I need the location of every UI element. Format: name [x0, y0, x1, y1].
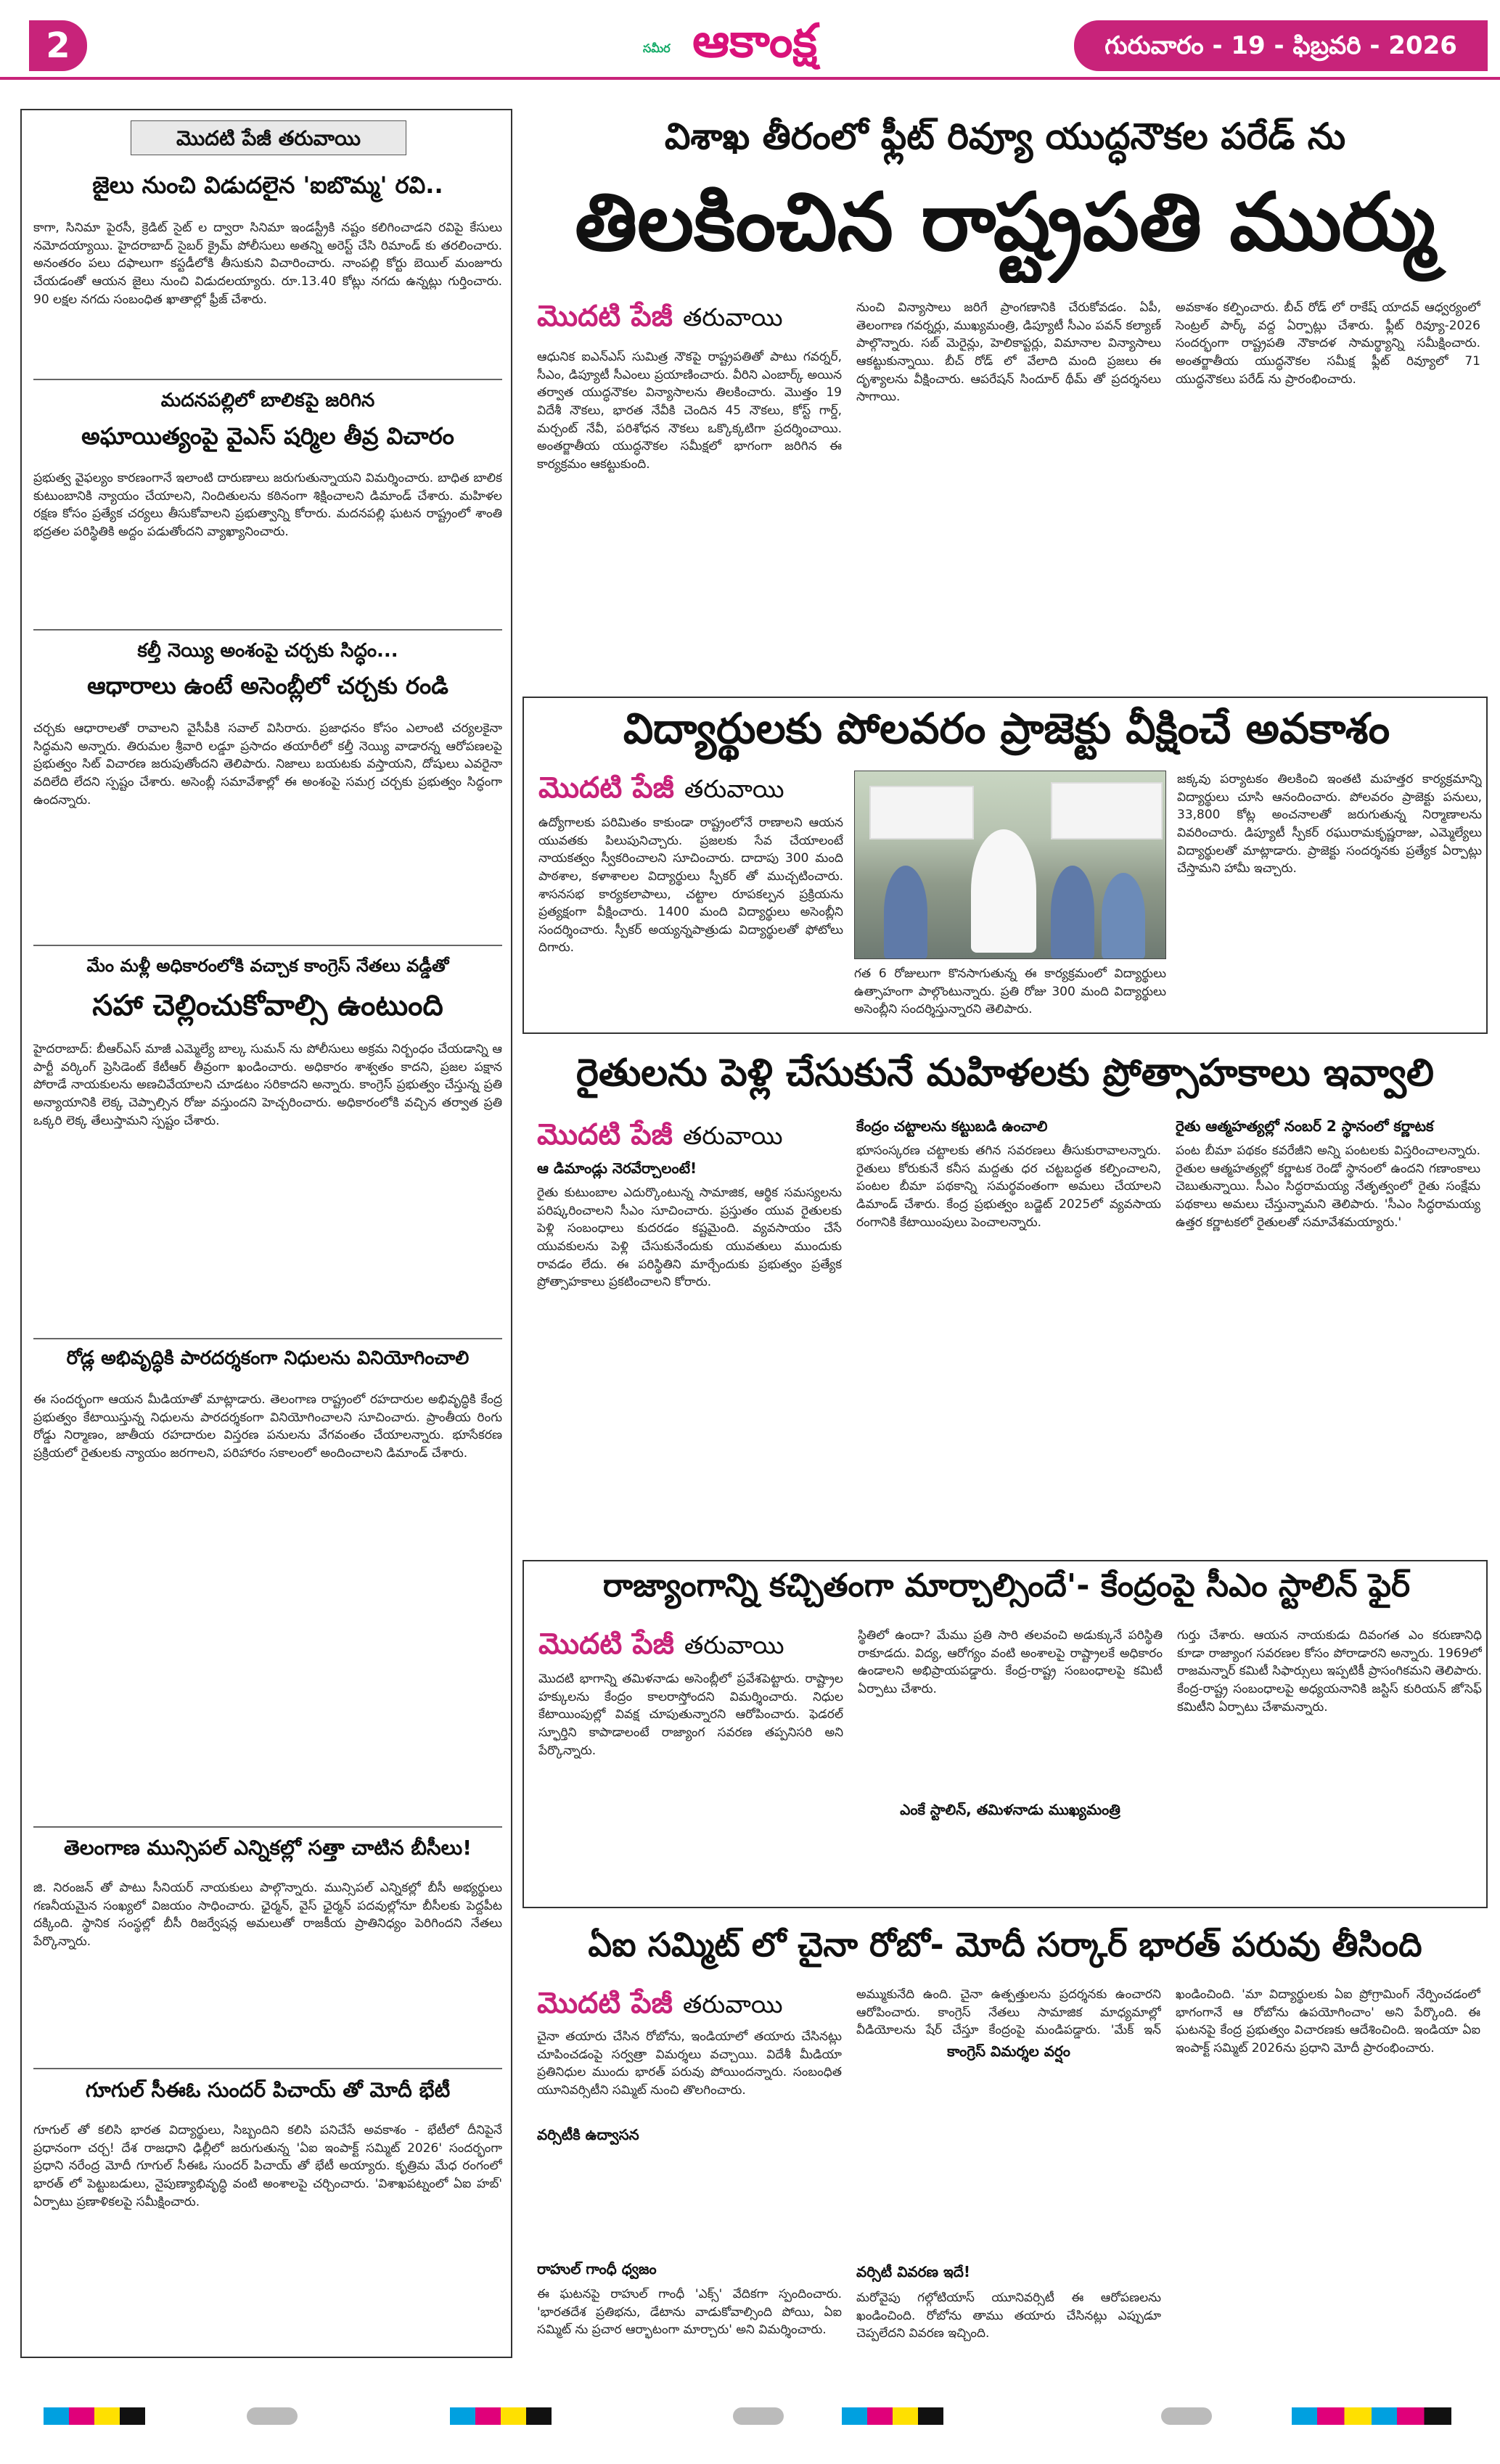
registration-pill: [733, 2407, 784, 2425]
tag-rest: తరువాయి: [682, 303, 783, 332]
news-photo: [854, 771, 1166, 959]
dateline: గురువారం - 19 - ఫిబ్రవరి - 2026: [1074, 20, 1488, 71]
page-number: 2: [29, 20, 87, 71]
tag-main: మొదటి పేజీ: [537, 1117, 673, 1151]
registration-pill: [247, 2407, 298, 2425]
story-subhead: వర్సిటీకి ఉద్వాసన: [537, 2126, 639, 2143]
stalin-story: [522, 1560, 1488, 1908]
story-headline: విద్యార్థులకు పోలవరం ప్రాజెక్టు వీక్షించే అవకాశం: [623, 704, 1390, 753]
story-subhead: వర్సిటీ వివరణ ఇదే!: [856, 2263, 971, 2280]
quote-signature: ఎంకే స్టాలిన్, తమిళనాడు ముఖ్యమంత్రి: [900, 1801, 1120, 1818]
story-kicker: మదనపల్లిలో బాలికపై జరిగిన: [160, 390, 375, 411]
story-headline: ఆధారాలు ఉంటే అసెంబ్లీలో చర్చకు రండి: [87, 672, 448, 699]
page-header: [0, 0, 1500, 80]
story-body: గూగుల్ తో కలిసి భారత విద్యార్థులు, సిబ్బందిని కలిసి పనిచేసే అవకాశం - భేటీలో దీనిపైనే ప్రధానంగా చర్చ! దేశ రాజధాని ఢిల్లీలో జరుగుతున్న 'ఏఐ ఇంపాక్ట్ సమ్మిట్ 2026' సందర్భంగా ప్రధాని నరేంద్ర మోదీ గూగుల్ సీఈఓ సుందర్ పిచాయ్ తో భేటీ అయ్యారు. కృత్రిమ మేధ రంగంలో భారత్ లో పెట్టుబడులు, నైపుణ్యాభివృద్ధి వంటి అంశాలపై చర్చించారు. 'విశాఖపట్నంలో ఏఐ హబ్' ఏర్పాటు ప్రణాళికలపై సమీక్షించారు.: [33, 2123, 502, 2209]
story-divider: [33, 379, 502, 380]
story-body: గుర్తు చేశారు. ఆయన నాయకుడు దివంగత ఎం కరుణానిధి కూడా రాజ్యాంగ సవరణల కోసం పోరాడారని అన్నారు. 1969లో రాజమన్నార్ కమిటీ సిఫార్సులు ఇప్పటికీ ప్రాసంగికమని తెలిపారు. కేంద్ర-రాష్ట్ర సంబంధాలపై అధ్యయనానికి జస్టిస్ కురియన్ జోసెఫ్ కమిటీని ఏర్పాటు చేశామన్నారు.: [1177, 1628, 1482, 1714]
story-kicker: మేం మళ్లీ అధికారంలోకి వచ్చాక కాంగ్రెస్ నేతలు వడ్డీతో: [86, 956, 449, 976]
header-rule: [0, 77, 1500, 80]
top-story: [522, 109, 1488, 689]
ai-summit-story: [522, 1919, 1488, 2362]
continuation-tag: [538, 771, 843, 808]
story-body: ప్రభుత్వ వైఫల్యం కారణంగానే ఇలాంటి దారుణాలు జరుగుతున్నాయని విమర్శించారు. బాధిత బాలిక కుటుంబానికి న్యాయం చేయాలని, నిందితులను కఠినంగా శిక్షించాలని డిమాండ్ చేశారు. మహిళల రక్షణ కోసం ప్రత్యేక చర్యలు తీసుకోవాలని ప్రభుత్వాన్ని కోరారు. మదనపల్లి ఘటన రాష్ట్రంలో శాంతి భద్రతల పరిస్థితికి అద్దం పడుతోందని వ్యాఖ్యానించారు.: [33, 471, 502, 539]
story-headline: రోడ్ల అభివృద్ధికి పారదర్శకంగా నిధులను వినియోగించాలి: [66, 1347, 470, 1369]
photo-caption: గత 6 రోజులుగా కొనసాగుతున్న ఈ కార్యక్రమంలో విద్యార్థులు ఉత్సాహంగా పాల్గొంటున్నారు. ప్రతి రోజు 300 మంది విద్యార్థులు అసెంబ్లీని సందర్శిస్తున్నారని తెలిపారు.: [854, 966, 1166, 1017]
tag-main: మొదటి పేజీ: [538, 771, 674, 805]
polavaram-story: [522, 697, 1488, 1034]
story-body: ఈ ఘటనపై రాహుల్ గాంధీ 'ఎక్స్' వేదికగా స్పందించారు. 'భారతదేశ ప్రతిభను, డేటాను వాడుకోవాల్సింది పోయి, ఏఐ సమ్మిట్ ను ప్రచార ఆర్భాటంగా మార్చారు' అని విమర్శించారు.: [537, 2287, 842, 2338]
story-headline: ఏఐ సమ్మిట్ లో చైనా రోబో- మోదీ సర్కార్ భారత్ పరువు తీసింది: [588, 1925, 1422, 1964]
story-kicker: కల్తీ నెయ్యి అంశంపై చర్చకు సిద్ధం...: [137, 640, 398, 662]
continuation-tag: మొదటి పేజీ తరువాయి: [131, 120, 406, 155]
story-body: మరోవైపు గల్గోటియాస్ యూనివర్సిటీ ఈ ఆరోపణలను ఖండించింది. రోబోను తాము తయారు చేసినట్లు ఎప్పుడూ చెప్పలేదని వివరణ ఇచ్చింది.: [856, 2291, 1161, 2341]
story-body: అవకాశం కల్పించారు. బీచ్ రోడ్ లో రాకేష్ యాదవ్ ఆధ్వర్యంలో సెంట్రల్ పార్క్ వద్ద ఏర్పాట్లు చేశారు. ఫ్లీట్ రివ్యూ-2026 సందర్భంగా రాష్ట్రపతి నౌకాదళ సామర్థ్యాన్ని సమీక్షించారు. అంతర్జాతీయ యుద్ధనౌకల సమీక్ష ఫ్లీట్ రివ్యూలో 71 యుద్ధనౌకలు పరేడ్ ను ప్రారంభించారు.: [1176, 300, 1480, 387]
top-story-headline: తిలకించిన రాష్ట్రపతి ముర్ము: [575, 175, 1435, 268]
photo-tent: [1051, 782, 1163, 839]
tag-rest: తరువాయి: [684, 1631, 784, 1660]
story-body: కాగా, సినిమా పైరసీ, క్రెడిట్ సైట్ ల ద్వారా సినిమా ఇండస్ట్రీకి నష్టం కలిగించాడని రవిపై కేసులు నమోదయ్యాయి. హైదరాబాద్ సైబర్ క్రైమ్ పోలీసులు అతన్ని అరెస్ట్ చేసి రిమాండ్ కు తరలించారు. అనంతరం పలు దఫాలుగా కస్టడీలోకి తీసుకుని విచారించారు. నాంపల్లి కోర్టు బెయిల్ మంజూరు చేయడంతో ఆయన జైలు నుంచి విడుదలయ్యారు. రూ.13.40 కోట్లు నగదు ఉన్నట్లు గుర్తించారు. 90 లక్షల నగదు సంబంధిత ఖాతాల్లో ఫ్రీజ్ చేశారు.: [33, 221, 502, 307]
story-body: మొదటి భాగాన్ని తమిళనాడు అసెంబ్లీలో ప్రవేశపెట్టారు. రాష్ట్రాల హక్కులను కేంద్రం కాలరాస్తోందని విమర్శించారు. నిధుల కేటాయింపుల్లో వివక్ష చూపుతున్నారని ఆరోపించారు. ఫెడరల్ స్ఫూర్తిని కాపాడాలంటే రాజ్యాంగ సవరణ తప్పనిసరి అని పేర్కొన్నారు.: [538, 1672, 843, 1758]
story-divider: [33, 2068, 502, 2069]
story-body: ఈ సందర్భంగా ఆయన మీడియాతో మాట్లాడారు. తెలంగాణ రాష్ట్రంలో రహదారుల అభివృద్ధికి కేంద్ర ప్రభుత్వం కేటాయిస్తున్న నిధులను పారదర్శకంగా వినియోగించాలని సూచించారు. ప్రాంతీయ రింగు రోడ్డు నిర్మాణం, జాతీయ రహదారుల విస్తరణ పనులను వేగవంతం చేయాలన్నారు. భూసేకరణ ప్రక్రియలో రైతులకు న్యాయం జరగాలని, పరిహారం సకాలంలో అందించాలని డిమాండ్ చేశారు.: [33, 1392, 502, 1461]
continuation-tag: [538, 1627, 843, 1664]
tag-main: మొదటి పేజీ: [537, 1986, 673, 2020]
story-headline: జైలు నుంచి విడుదలైన 'ఐబొమ్మ' రవి..: [92, 171, 443, 199]
tag-main: మొదటి పేజీ: [538, 1627, 674, 1661]
story-divider: [33, 629, 502, 631]
story-body: జి. నిరంజన్ తో పాటు సీనియర్ నాయకులు పాల్గొన్నారు. మున్సిపల్ ఎన్నికల్లో బీసీ అభ్యర్థులు గణనీయమైన సంఖ్యలో విజయం సాధించారు. ఛైర్మన్, వైస్ ఛైర్మన్ పదవుల్లోనూ బీసీలకు పెద్దపీట దక్కింది. స్థానిక సంస్థల్లో బీసీ రిజర్వేషన్ల అమలుతో రాజకీయ ప్రాతినిధ్యం పెరిగిందని నేతలు పేర్కొన్నారు.: [33, 1881, 502, 1949]
story-headline: తెలంగాణ మున్సిపల్ ఎన్నికల్లో సత్తా చాటిన బీసీలు!: [64, 1836, 472, 1860]
color-bar-right: [1292, 2407, 1451, 2425]
continuation-tag: [537, 299, 842, 340]
story-divider: [33, 1338, 502, 1339]
photo-tent: [869, 786, 974, 839]
story-headline: గూగుల్ సీఈఓ సుందర్ పిచాయ్ తో మోదీ భేటీ: [85, 2078, 451, 2102]
tag-rest: తరువాయి: [682, 1122, 783, 1151]
story-subhead: ఆ డిమాండ్లు నెరవేర్చాలంటే!: [537, 1159, 697, 1177]
story-body: నుంచి విన్యాసాలు జరిగే ప్రాంగణానికి చేరుకోవడం. ఏపీ, తెలంగాణ గవర్నర్లు, ముఖ్యమంత్రి, డిప్యూటీ సీఎం పవన్ కల్యాణ్ పాల్గొన్నారు. సబ్ మెరైన్లు, హెలికాప్టర్లు, విమానాల విన్యాసాలు ఆకట్టుకున్నాయి. బీచ్ రోడ్ లో వేలాది మంది ప్రజలు ఈ దృశ్యాలను వీక్షించారు. ఆపరేషన్ సిందూర్ థీమ్ తో ప్రదర్శనలు సాగాయి.: [856, 300, 1161, 405]
story-subhead: రైతు ఆత్మహత్యల్లో నంబర్ 2 స్థానంలో కర్ణాటక: [1176, 1117, 1434, 1135]
registration-pill: [1161, 2407, 1212, 2425]
story-body: భూసంస్కరణ చట్టాలకు తగిన సవరణలు తీసుకురావాలన్నారు. రైతులు కోరుకునే కనీస మద్దతు ధర చట్టబద్ధత కల్పించాలని, పంటల బీమా పథకాన్ని సమర్థవంతంగా అమలు చేయాలని డిమాండ్ చేశారు. కేంద్ర ప్రభుత్వం బడ్జెట్ 2025లో వ్యవసాయ రంగానికి కేటాయింపులు పెంచాలన్నారు.: [856, 1143, 1161, 1230]
tag-main: మొదటి పేజీ: [537, 299, 673, 333]
story-body: హైదరాబాద్: బీఆర్ఎస్ మాజీ ఎమ్మెల్యే బాల్క సుమన్ ను పోలీసులు అక్రమ నిర్బంధం చేయడాన్ని ఆ పార్టీ వర్కింగ్ ప్రెసిడెంట్ కేటీఆర్ తీవ్రంగా ఖండించారు. అధికారం శాశ్వతం కాదని, ప్రజల పక్షాన పోరాడే నాయకులను అణచివేయాలని చూడటం సరికాదని అన్నారు. కాంగ్రెస్ ప్రభుత్వం చేస్తున్న ప్రతి అన్యాయానికి లెక్క చెప్పాల్సిన రోజు వస్తుందని హెచ్చరించారు. అధికారంలోకి వచ్చిన తర్వాత ప్రతి ఒక్కరి లెక్క తేలుస్తామని స్పష్టం చేశారు.: [33, 1042, 502, 1128]
story-body: చర్చకు ఆధారాలతో రావాలని వైసీపీకి సవాల్ విసిరారు. ప్రజాధనం కోసం ఎలాంటి చర్యలకైనా సిద్ధమని అన్నారు. తిరుమల శ్రీవారి లడ్డూ ప్రసాదం తయారీలో కల్తీ నెయ్యి వాడారన్న ఆరోపణలపై ప్రభుత్వం సిట్ విచారణ జరుపుతోందని తెలిపారు. నిజాలు బయటకు వస్తాయని, దోషులు ఎవరైనా వదిలేది లేదని స్పష్టం చేశారు. అసెంబ్లీ సమావేశాల్లో ఈ అంశంపై సమగ్ర చర్చకు ప్రభుత్వం సిద్ధంగా ఉందన్నారు.: [33, 721, 502, 808]
story-subhead: రాహుల్ గాంధీ ధ్వజం: [537, 2260, 657, 2278]
top-story-kicker: విశాఖ తీరంలో ఫ్లీట్ రివ్యూ యుద్ధనౌకల పరేడ్ ను: [664, 115, 1346, 157]
story-body: ఖండించింది. 'మా విద్యార్థులకు ఏఐ ప్రోగ్రామింగ్ నేర్పించడంలో భాగంగానే ఆ రోబోను ఉపయోగించాం' అని పేర్కొంది. ఈ ఘటనపై కేంద్ర ప్రభుత్వం విచారణకు ఆదేశించింది. ఇండియా ఏఐ ఇంపాక్ట్ సమ్మిట్ 2026ను ప్రధాని మోదీ ప్రారంభించారు.: [1176, 1987, 1480, 2056]
masthead-prefix: సమీర: [643, 41, 671, 55]
tag-rest: తరువాయి: [682, 1990, 783, 2019]
continuation-tag: [537, 1117, 842, 1155]
story-headline: అఘాయిత్యంపై వైఎస్ షర్మిల తీవ్ర విచారం: [81, 422, 454, 450]
print-registration-strip: [0, 2394, 1500, 2438]
story-body: అమ్ముకునేది ఉంది. చైనా ఉత్పత్తులను ప్రదర్శనకు ఉంచారని ఆరోపించారు. కాంగ్రెస్ నేతలు సామాజిక మాధ్యమాల్లో వీడియోలను షేర్ చేస్తూ కేంద్రంపై మండిపడ్డారు. 'మేక్ ఇన్: [856, 1987, 1161, 2038]
story-headline: రాజ్యాంగాన్ని కచ్చితంగా మార్చాల్సిందే'- కేంద్రంపై సీఎం స్టాలిన్ ఫైర్: [602, 1567, 1411, 1604]
photo-person: [971, 829, 1036, 953]
photo-person: [1051, 866, 1094, 959]
tag-rest: తరువాయి: [684, 775, 784, 804]
story-body: ఆధునిక ఐఎన్ఎస్ సుమిత్ర నౌకపై రాష్ట్రపతితో పాటు గవర్నర్, సీఎం, డిప్యూటీ సీఎంలు ప్రయాణించారు. వీరిని ఎంబార్క్ అయిన తర్వాత యుద్ధనౌకల విన్యాసాలను తిలకించారు. మొత్తం 19 విదేశీ నౌకలు, భారత నేవీకి చెందిన 45 నౌకలు, కోస్ట్ గార్డ్, మర్చంట్ నేవీ, పరిశోధన నౌకలు ఒక్కొక్కటిగా ప్రదర్శించాయి. అంతర్జాతీయ యుద్ధనౌకల సమీక్షలో భాగంగా జరిగిన ఈ కార్యక్రమం ఆకట్టుకుంది.: [537, 350, 842, 472]
masthead-title: ఆకాంక్ష: [692, 14, 817, 68]
story-subhead: కాంగ్రెస్ విమర్శల వర్షం: [947, 2042, 1070, 2060]
story-divider: [33, 1826, 502, 1828]
story-divider: [33, 945, 502, 946]
story-headline: సహా చెల్లించుకోవాల్సి ఉంటుంది: [92, 989, 443, 1022]
color-bar-center2: [842, 2407, 943, 2425]
story-body: జక్కవు పర్యాటకం తిలకించి ఇంతటి మహత్తర కార్యక్రమాన్ని విద్యార్థులు చూసి ఆనందించారు. పోలవరం ప్రాజెక్టు పనులు, 33,800 కోట్ల అంచనాలతో జరుగుతున్న నిర్మాణాలను వివరించారు. డిప్యూటీ స్పీకర్ రఘురామకృష్ణరాజు, ఎమ్మెల్యేలు విద్యార్థులతో మాట్లాడారు. ప్రాజెక్టు సందర్శనకు ప్రత్యేక ఏర్పాట్లు చేస్తామని హామీ ఇచ్చారు.: [1177, 772, 1482, 876]
left-column: [20, 109, 512, 2358]
farmers-story: [522, 1045, 1488, 1553]
color-bar-left: [44, 2407, 145, 2425]
story-body: స్థితిలో ఉందా? మేము ప్రతి సారి తలవంచి అడుక్కునే పరిస్థితి రాకూడదు. విద్య, ఆరోగ్యం వంటి అంశాలపై రాష్ట్రాలకే అధికారం ఉండాలని అభిప్రాయపడ్డారు. కేంద్ర-రాష్ట్ర సంబంధాలపై కమిటీ ఏర్పాటు చేశారు.: [858, 1628, 1163, 1696]
continuation-tag: [537, 1986, 842, 2024]
story-body: ఉద్యోగాలకు పరిమితం కాకుండా రాష్ట్రంలోనే రాణాలని ఆయన యువతకు పిలుపునిచ్చారు. ప్రజలకు సేవ చేయాలంటే నాయకత్వం స్వీకరించాలని సూచించారు. దాదాపు 300 మంది పాఠశాల, కళాశాలల విద్యార్థులు స్పీకర్ తో ముచ్చటించారు. శాసనసభ కార్యకలాపాలు, చట్టాల రూపకల్పన ప్రక్రియను ప్రత్యక్షంగా వీక్షించారు. 1400 మంది విద్యార్థులు అసెంబ్లీని సందర్శించారు. స్పీకర్ అయ్యన్నపాత్రుడు విద్యార్థులతో ఫోటోలు దిగారు.: [538, 816, 843, 956]
story-body: పంట బీమా పథకం కవరేజీని అన్ని పంటలకు విస్తరించాలన్నారు. రైతుల ఆత్మహత్యల్లో కర్ణాటక రెండో స్థానంలో ఉందని గణాంకాలు చెబుతున్నాయి. సీఎం సిద్ధరామయ్య నేతృత్వంలో రైతు సంక్షేమ పథకాలు అమలు చేస్తున్నామని తెలిపారు. 'సీఎం సిద్ధరామయ్య ఉత్తర కర్ణాటకలో రైతులతో సమావేశమయ్యారు.': [1176, 1143, 1480, 1230]
color-bar-center: [450, 2407, 552, 2425]
story-body: చైనా తయారు చేసిన రోబోను, ఇండియాలో తయారు చేసినట్లు చూపించడంపై సర్వత్రా విమర్శలు వచ్చాయి. విదేశీ మీడియా ప్రతినిధుల ముందు భారత్ పరువు పోయిందన్నారు. సంబంధిత యూనివర్సిటీని సమ్మిట్ నుంచి తొలగించారు.: [537, 2029, 842, 2098]
story-headline: రైతులను పెళ్లి చేసుకునే మహిళలకు ప్రోత్సాహకాలు ఇవ్వాలి: [576, 1051, 1434, 1095]
photo-person: [884, 866, 927, 959]
story-subhead: కేంద్రం చట్టాలను కట్టుబడి ఉంచాలి: [856, 1117, 1048, 1135]
masthead-logo: [639, 9, 871, 74]
photo-person: [1102, 873, 1145, 959]
story-body: రైతు కుటుంబాల ఎదుర్కొంటున్న సామాజిక, ఆర్థిక సమస్యలను పరిష్కరించాలని సీఎం సూచించారు. ప్రస్తుతం యువ రైతులకు పెళ్లి సంబంధాలు కుదరడం కష్టమైంది. వ్యవసాయం చేసే యువకులను పెళ్లి చేసుకునేందుకు యువతులు ముందుకు రావడం లేదు. ఈ పరిస్థితిని మార్చేందుకు ప్రభుత్వం ప్రత్యేక ప్రోత్సాహకాలు ప్రకటించాలని కోరారు.: [537, 1186, 842, 1290]
